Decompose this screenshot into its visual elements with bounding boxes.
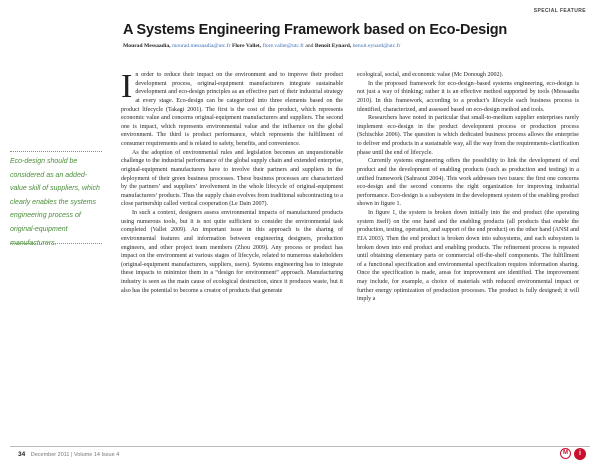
body-paragraph: In the proposed framework for eco-design–based systems engineering, eco-design is not just a way of thinking; rather it is an effective method supported by tools (Messaadia 2010). In this framework, according to a product’s lifecycle each business process is identified, characterized, and assessed based on eco-design method and tools.: [357, 80, 579, 113]
section-tag: SPECIAL FEATURE: [533, 8, 586, 14]
footer-rule: [10, 446, 590, 447]
author-name: Mourad Messaadia,: [123, 43, 171, 49]
body-paragraph: Researchers have noted in particular that small-to-medium supplier enterprises rarely implement eco-design in the product development process or production process (Schischke 2006). The question is which dedicated business process allows the enterprise to deliver end products in a sustainable way, all the way from the requirements-clarification phase until the end of lifecycle.: [357, 115, 579, 156]
page-number: 34: [18, 451, 26, 458]
author-name: Flore Vallet,: [231, 43, 262, 49]
pullquote: Eco-design should be considered as an added-value skill of suppliers, which clearly enables the systems engineering process of original-equipment manufacturers.: [10, 158, 100, 247]
drop-cap: I: [121, 68, 133, 105]
info-logo-icon: i: [574, 448, 586, 460]
body-paragraph: As the adoption of environmental rules and legislation becomes an unquestionable challenge to the industrial performance of the global supply chain and extended enterprise, original-equipment manufacturers have to involve their partners and suppliers in the deployment of their green business processes. These business processes are characterized by the partners’ and suppliers’ involvement in the whole lifecycle of original-equipment manufacturers’ products. Thus the supply chain evolves from traditional subcontracting to a close partnership called vertical cooperation (Le Dain 2007).: [121, 149, 343, 208]
pullquote-rule-top: [10, 151, 102, 153]
article-title: A Systems Engineering Framework based on Eco-Design: [123, 22, 508, 38]
body-paragraph: Currently systems engineering offers the possibility to link the development of end product and the development of enabling products (such as production and testing) in a unified framework (Sahraoui 2004). This work addresses two issues: the first one concerns eco-design and the second concerns the right organization for improving industrial performance. Eco-design is a subsystem in the development system of the enabling product shown in figure 1.: [357, 158, 579, 208]
footer-logos: [560, 448, 586, 460]
author-name: Benoît Eynard,: [314, 43, 352, 49]
mail-logo-icon: M: [560, 448, 571, 459]
author-email[interactable]: flore.vallet@utc.fr: [262, 43, 304, 49]
body-column-left: [121, 68, 343, 295]
body-column-right: [357, 71, 579, 304]
body-paragraph: In order to reduce their impact on the environment and to improve their product development process, original-equipment manufacturers integrate sustainable development and eco-design principles as an effective part of their industrial strategy at every stage. Eco-design can be categorized into three elements based on the product lifecycle (Takagi 2001). The first is the cost of the product, which represents economic value and concerns original-equipment manufacturers and suppliers. The second one is impact, which represents environmental value and the influence on the global environment. The third is product performance, which represents the fulfillment of consumer requirements and is related to safety, benefits, and convenience.: [121, 68, 343, 147]
pullquote-rule-bottom: [10, 243, 102, 245]
body-paragraph: In such a context, designers assess environmental impacts of manufactured products using numerous tools, but it is not quite sufficient to consider the environmental task completed (Vallet 2009). An important issue in this approach is the sharing of environmental features and information between engineering designers, production engineers, and other project team members (Zhou 2009). Any process or product has impact on the environment at various stages of lifecycle, related to numerous stakeholders (original-equipment manufacturers, suppliers, users). Systems engineering has to integrate these impacts to minimize them in a “design for environment” approach. Manufacturing industry is seen as the main cause of ecological destruction, since it produces waste, but it also has the potential to become a creator of products that generate: [121, 210, 343, 294]
issue-info: December 2011 | Volume 14 Issue 4: [30, 452, 120, 458]
body-paragraph: In figure 1, the system is broken down initially into the end product (the operating system itself) on the one hand and the enabling products (all products that enable the production, testing, operation, and support of the end product) on the other hand (ANSI and EIA 2003). Then the end product is broken down into subsystems, and each subsystem is broken down into end product and enabling products. The refinement process is repeated until obtaining elementary parts or commercial off-the-shelf components. The fulfillment of a functional specification and environmental specification requires information sharing. Once the specification is made, areas for improvement are identified. The improvement may include, for example, a choice of materials with reduced environmental impact or further energy optimization of production processes. The product is fully designed; it will imply a: [357, 210, 579, 303]
folio: [18, 451, 119, 458]
author-email[interactable]: mourad.messaadia@utc.fr: [171, 43, 231, 49]
body-paragraph: ecological, social, and economic value (Mc Donough 2002).: [357, 72, 504, 78]
author-email[interactable]: benoit.eynard@utc.fr: [352, 43, 401, 49]
author-line: Mourad Messaadia, mourad.messaadia@utc.fr Flore Vallet, flore.vallet@utc.fr and Benoît Eynard, benoit.eynard@utc.fr: [123, 43, 401, 49]
